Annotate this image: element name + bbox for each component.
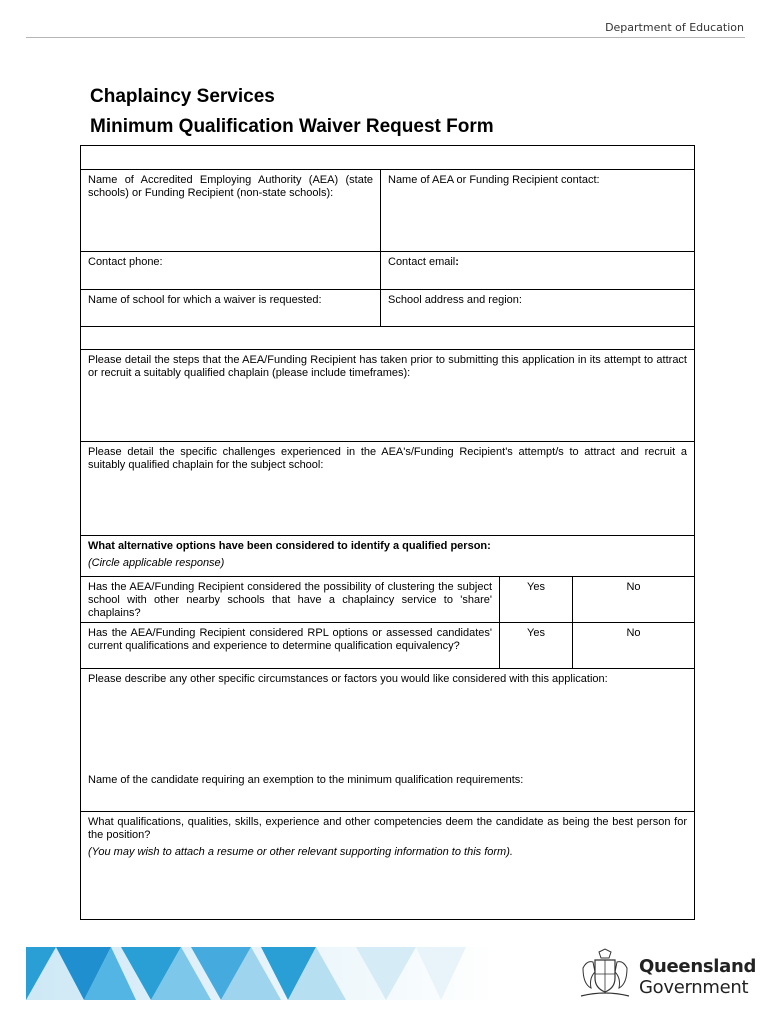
- contact-email-field[interactable]: [380, 252, 694, 289]
- spacer-row-2: [81, 326, 694, 349]
- clustering-yes-option[interactable]: Yes: [499, 577, 572, 622]
- form-title: Chaplaincy Services: [90, 86, 275, 107]
- school-row: [81, 289, 694, 326]
- rpl-question: Has the AEA/Funding Recipient considered RPL options or assessed candidates' current qualifications and experience to determine qualification equivalency?: [88, 627, 492, 652]
- contact-row: [81, 251, 694, 289]
- challenges-label: Please detail the specific challenges experienced in the AEA's/Funding Recipient's attempt/s to attract and recruit a suitably qualified chaplain for the subject school:: [88, 446, 687, 471]
- coat-of-arms-icon: [577, 948, 633, 1000]
- clustering-question: Has the AEA/Funding Recipient considered the possibility of clustering the subject school with other nearby schools that have a chaplaincy service to 'share' chaplains?: [88, 581, 492, 619]
- qualifications-note: (You may wish to attach a resume or other relevant supporting information to this form).: [88, 846, 513, 858]
- qualifications-field[interactable]: [81, 812, 694, 919]
- aea-contact-field[interactable]: [380, 170, 694, 251]
- school-name-label: Name of school for which a waiver is requested:: [88, 294, 322, 306]
- steps-label: Please detail the steps that the AEA/Funding Recipient has taken prior to submitting this application in its attempt to attract or recruit a suitably qualified chaplain (please include timeframes):: [88, 354, 687, 379]
- spacer-cell-2: [81, 327, 694, 349]
- challenges-row: [81, 441, 694, 535]
- other-circumstances-label: Please describe any other specific circumstances or factors you would like considered with this application:: [88, 673, 608, 685]
- aea-row: [81, 169, 694, 251]
- school-address-field[interactable]: [380, 290, 694, 326]
- queensland-government-logo: [639, 956, 756, 998]
- waiver-form-table: [80, 145, 695, 920]
- spacer-cell: [81, 146, 694, 169]
- rpl-yes-option[interactable]: Yes: [499, 623, 572, 668]
- banner-triangles: [26, 947, 496, 1000]
- aea-contact-label: Name of AEA or Funding Recipient contact:: [388, 174, 600, 186]
- steps-row: [81, 349, 694, 441]
- circumstances-row: [81, 668, 694, 811]
- alternatives-heading-row: [81, 535, 694, 576]
- logo-queensland: Queensland: [639, 956, 757, 977]
- contact-email-colon: :: [455, 256, 459, 268]
- contact-email-label: Contact email: [388, 256, 456, 268]
- alternatives-heading-cell: [81, 536, 694, 576]
- circumstances-field[interactable]: [81, 669, 694, 811]
- candidate-name-label: Name of the candidate requiring an exemption to the minimum qualification requirements:: [88, 774, 524, 786]
- clustering-question-row: [81, 576, 694, 622]
- department-name: Department of Education: [605, 21, 744, 34]
- alternatives-note: (Circle applicable response): [88, 557, 225, 569]
- rpl-question-row: [81, 622, 694, 668]
- aea-name-field[interactable]: [81, 170, 380, 251]
- header-divider: [26, 37, 745, 38]
- alternatives-heading: What alternative options have been considered to identify a qualified person:: [88, 540, 491, 552]
- school-name-field[interactable]: [81, 290, 380, 326]
- spacer-row: [81, 146, 694, 169]
- contact-phone-field[interactable]: [81, 252, 380, 289]
- footer-banner-graphic: [26, 947, 496, 1000]
- form-subtitle: Minimum Qualification Waiver Request Form: [90, 116, 494, 137]
- logo-government: Government: [639, 977, 749, 998]
- challenges-field[interactable]: [81, 442, 694, 535]
- qualifications-label: What qualifications, qualities, skills, experience and other competencies deem the candidate as being the best person for the position?: [88, 816, 687, 841]
- contact-phone-label: Contact phone:: [88, 256, 163, 268]
- aea-name-label: Name of Accredited Employing Authority (AEA) (state schools) or Funding Recipient (non-state schools):: [88, 174, 373, 199]
- steps-field[interactable]: [81, 350, 694, 441]
- qualifications-row: [81, 811, 694, 919]
- school-address-label: School address and region:: [388, 294, 522, 306]
- clustering-no-option[interactable]: No: [572, 577, 694, 622]
- rpl-no-option[interactable]: No: [572, 623, 694, 668]
